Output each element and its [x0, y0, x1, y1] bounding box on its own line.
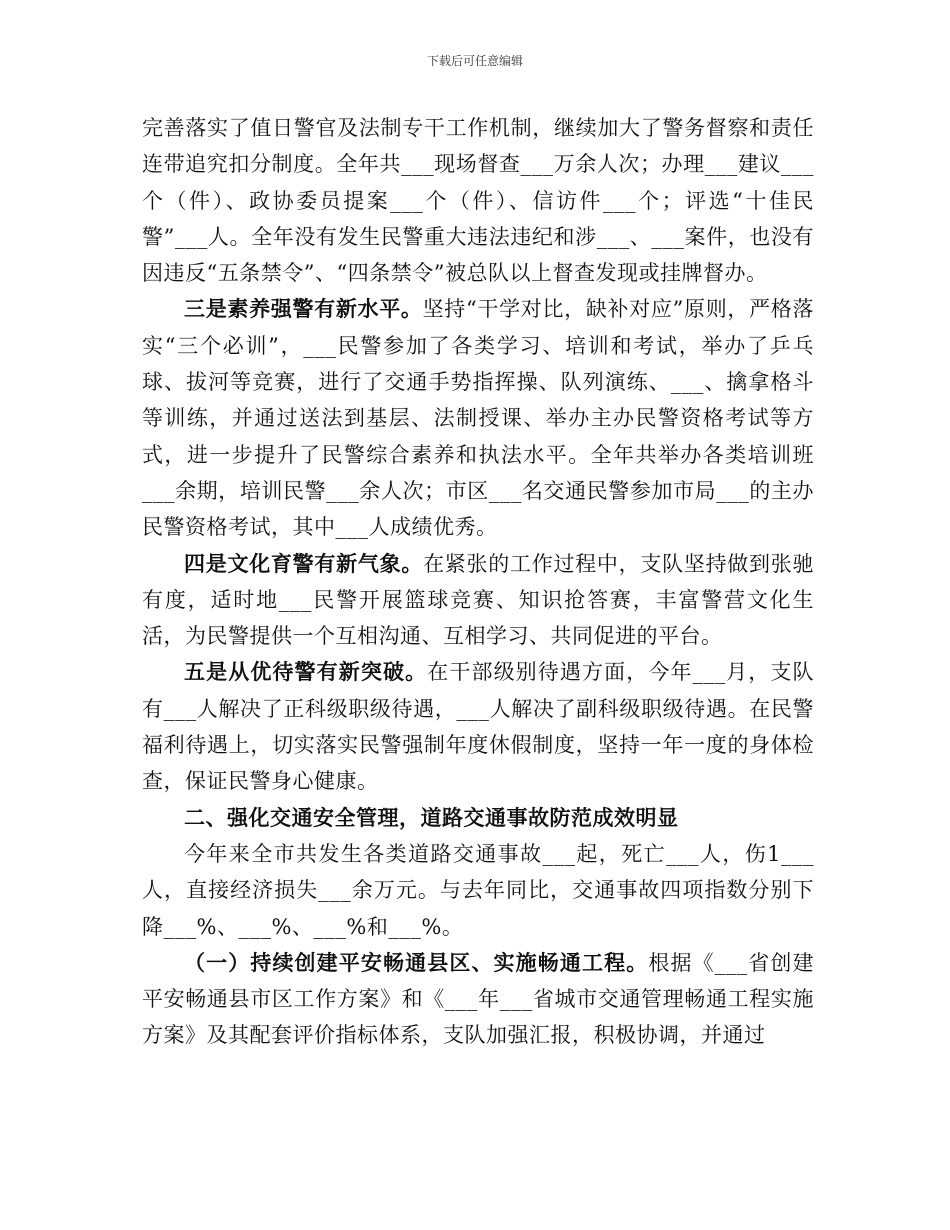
paragraph-text: 在紧张的工作过程中，支队坚持做到张驰有度，适时地___民警开展篮球竞赛、知识抢答赛，丰富警营文化生活，为民警提供一个互相沟通、互相学习、共同促进的平台。 — [142, 551, 815, 649]
paragraph-culture — [142, 546, 814, 655]
paragraph-quality — [142, 291, 814, 545]
paragraph-treatment — [142, 654, 814, 799]
paragraph-text: 在干部级别待遇方面，今年___月，支队有___人解决了正科级职级待遇，___人解决了副科级职级待遇。在民警福利待遇上，切实落实民警强制年度休假制度，坚持一年一度的身体检查，保证民警身心健康。 — [142, 660, 815, 794]
paragraph-text: 坚持“干学对比，缺补对应”原则，严格落实“三个必训”，___民警参加了各类学习、培训和考试，举办了乒乓球、拔河等竞赛，进行了交通手势指挥操、队列演练、___、擒拿格斗等训练，并通过送法到基层、法制授课、举办主办民警资格考试等方式，进一步提升了民警综合素养和执法水平。全年共举办各类培训班___余期，培训民警___余人次；市区___名交通民警参加市局___的主办民警资格考试，其中___人成绩优秀。 — [142, 297, 814, 540]
document-body — [142, 110, 814, 1054]
paragraph-accident-stats: 今年来全市共发生各类道路交通事故___起，死亡___人，伤1___人，直接经济损失___余万元。与去年同比，交通事故四项指数分别下降___%、___%、___%和___%。 — [142, 841, 814, 939]
paragraph-continuation: 完善落实了值日警官及法制专干工作机制，继续加大了警务督察和责任连带追究扣分制度。全年共___现场督查___万余人次；办理___建议___个（件）、政协委员提案___个（件）、信访件___个；评选“十佳民警”___人。全年没有发生民警重大违法违纪和涉___、___案件，也没有因违反“五条禁令”、“四条禁令”被总队以上督查发现或挂牌督办。 — [142, 116, 814, 286]
page-header: 下载后可任意编辑 — [426, 54, 523, 68]
section-heading: 二、强化交通安全管理，道路交通事故防范成效明显 — [184, 804, 679, 830]
paragraph-lead: 三是素养强警有新水平。 — [184, 296, 423, 322]
paragraph-lead: 四是文化育警有新气象。 — [184, 550, 424, 576]
paragraph-text: 根据《___省创建平安畅通县市区工作方案》和《___年___省城市交通管理畅通工程实施方案》及其配套评价指标体系，支队加强汇报，积极协调，并通过 — [142, 950, 815, 1048]
paragraph-lead: （一）持续创建平安畅通县区、实施畅通工程。 — [184, 949, 649, 975]
paragraph-lead: 五是从优待警有新突破。 — [184, 659, 428, 685]
paragraph-smooth-traffic — [142, 945, 814, 1054]
